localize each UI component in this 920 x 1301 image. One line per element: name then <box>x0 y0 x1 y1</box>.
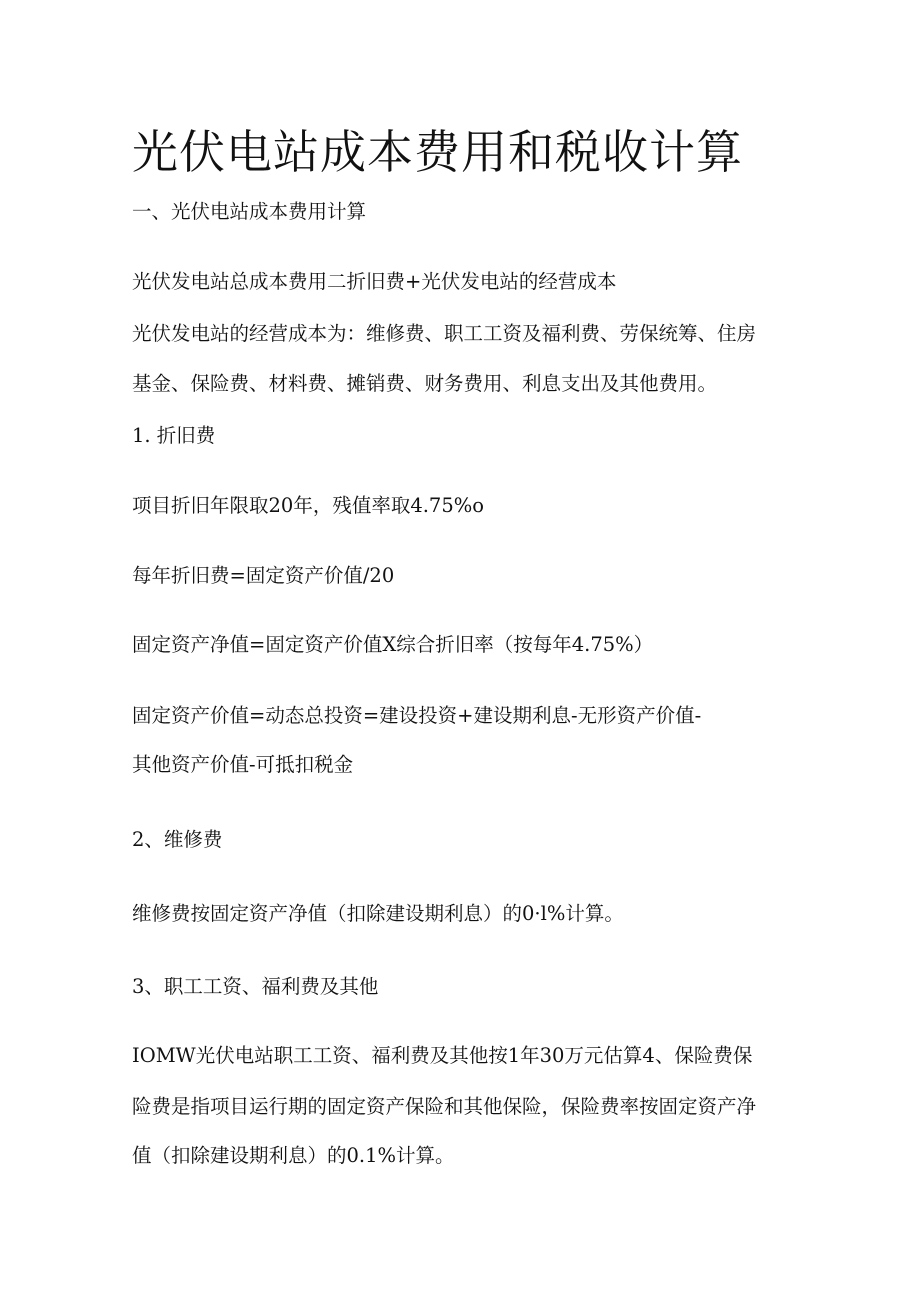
paragraph-fixed-asset-value-line: 其他资产价值-可抵扣税金 <box>132 753 354 776</box>
paragraph-operating-cost-line: 光伏发电站的经营成本为：维修费、职工工资及福利费、劳保统筹、住房 <box>132 322 757 345</box>
paragraph-depreciation-term: 项目折旧年限取20年，残值率取4.75%o <box>132 494 484 517</box>
paragraph-fixed-asset-value-line: 固定资产价值=动态总投资=建设投资+建设期利息-无形资产价值- <box>132 704 702 727</box>
paragraph-salary-line: 值（扣除建设期利息）的0.1%计算。 <box>132 1144 455 1167</box>
paragraph-maintenance: 维修费按固定资产净值（扣除建设期利息）的0·l%计算。 <box>132 902 624 925</box>
item-heading-maintenance: 2、维修费 <box>132 828 223 851</box>
paragraph-net-fixed-assets: 固定资产净值=固定资产价值X综合折旧率（按每年4.75%） <box>132 633 654 656</box>
item-heading-depreciation: 1. 折旧费 <box>132 424 216 447</box>
item-heading-salary: 3、职工工资、福利费及其他 <box>132 975 379 998</box>
paragraph-operating-cost-line: 基金、保险费、材料费、摊销费、财务费用、利息支出及其他费用。 <box>132 372 718 395</box>
paragraph-salary-line: IOMW光伏电站职工工资、福利费及其他按1年30万元估算4、保险费保 <box>132 1044 753 1067</box>
paragraph-salary-line: 险费是指项目运行期的固定资产保险和其他保险，保险费率按固定资产净 <box>132 1095 757 1118</box>
paragraph-total-cost: 光伏发电站总成本费用二折旧费+光伏发电站的经营成本 <box>132 270 617 293</box>
document-title: 光伏电站成本费用和税收计算 <box>132 125 743 179</box>
paragraph-annual-depreciation: 每年折旧费=固定资产价值/20 <box>132 564 395 587</box>
section-heading: 一、光伏电站成本费用计算 <box>132 200 367 223</box>
